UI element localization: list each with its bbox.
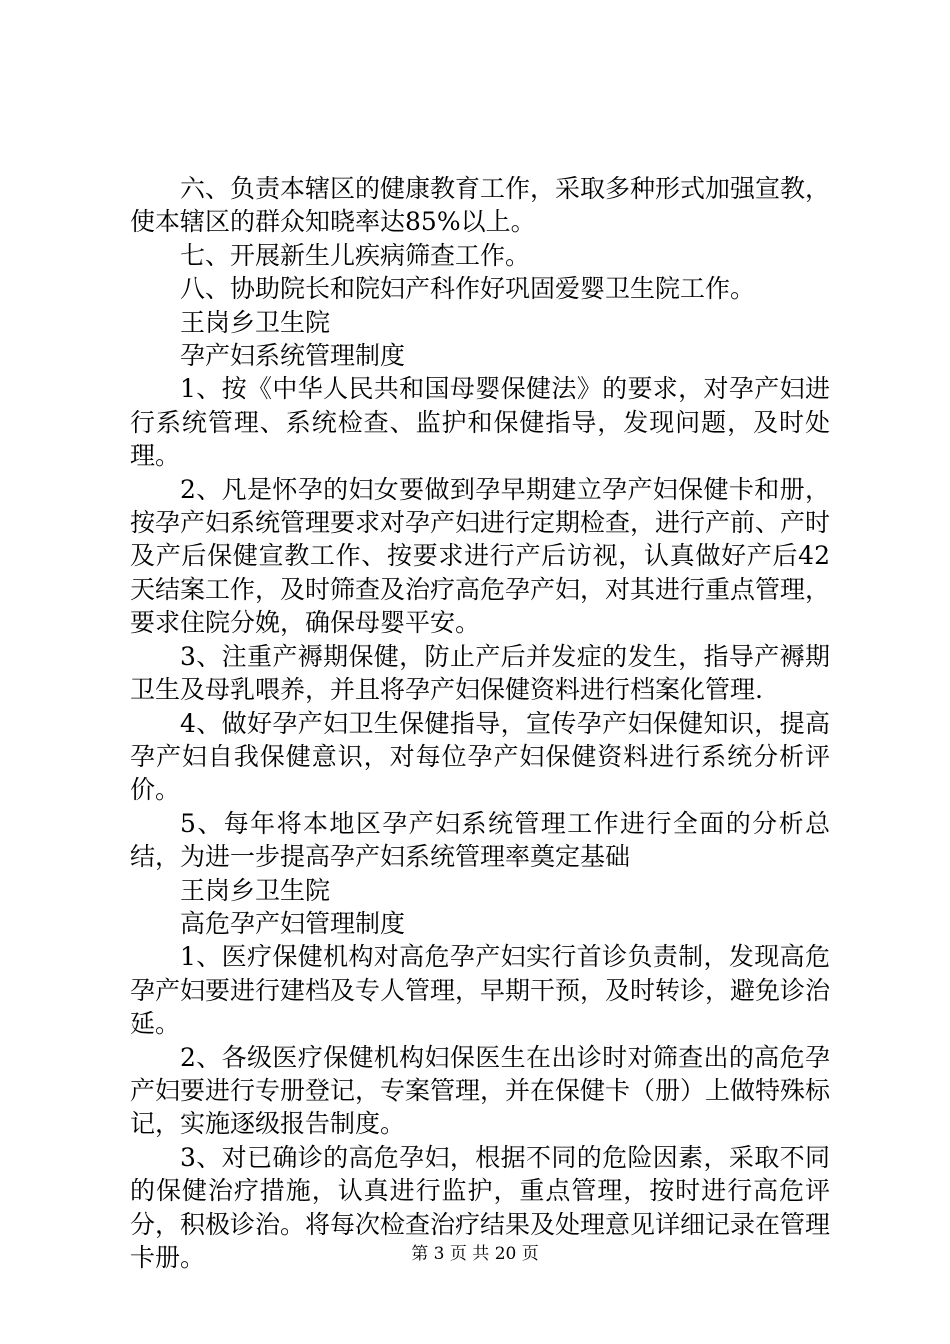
organization-name: 王岗乡卫生院 xyxy=(180,875,331,905)
high-risk-rule-item-2: 2、各级医疗保健机构妇保医生在出诊时对筛查出的高危孕产妇要进行专册登记，专案管理，并在保健卡（册）上做特殊标记，实施逐级报告制度。 xyxy=(130,1042,831,1139)
organization-name: 王岗乡卫生院 xyxy=(180,307,331,337)
section-title-maternal-management: 孕产妇系统管理制度 xyxy=(180,341,406,371)
rule-item-3: 3、注重产褥期保健，防止产后并发症的发生，指导产褥期卫生及母乳喂养，并且将孕产妇保健资料进行档案化管理. xyxy=(130,641,830,705)
section-title-high-risk-management: 高危孕产妇管理制度 xyxy=(180,908,406,938)
rule-item-4: 4、做好孕产妇卫生保健指导，宣传孕产妇保健知识，提高孕产妇自我保健意识，对每位孕产妇保健资料进行系统分析评价。 xyxy=(130,708,830,805)
page-number-footer: 第 3 页 共 20 页 xyxy=(411,1244,539,1264)
rule-item-2: 2、凡是怀孕的妇女要做到孕早期建立孕产妇保健卡和册，按孕产妇系统管理要求对孕产妇进行定期检查，进行产前、产时及产后保健宣教工作、按要求进行产后访视，认真做好产后42天结案工作，及时筛查及治疗高危孕产妇，对其进行重点管理，要求住院分娩，确保母婴平安。 xyxy=(130,474,831,638)
document-body xyxy=(130,172,830,1274)
high-risk-rule-item-3: 3、对已确诊的高危孕妇，根据不同的危险因素，采取不同的保健治疗措施，认真进行监护，重点管理，按时进行高危评分，积极诊治。将每次检查治疗结果及处理意见详细记录在管理卡册。 xyxy=(130,1142,831,1272)
high-risk-rule-item-1: 1、医疗保健机构对高危孕产妇实行首诊负责制，发现高危孕产妇要进行建档及专人管理，早期干预，及时转诊，避免诊治延。 xyxy=(130,942,831,1039)
rule-item-5: 5、每年将本地区孕产妇系统管理工作进行全面的分析总结，为进一步提高孕产妇系统管理率奠定基础 xyxy=(130,808,830,872)
paragraph-item-8: 八、协助院长和院妇产科作好巩固爱婴卫生院工作。 xyxy=(180,274,756,304)
rule-item-1: 1、按《中华人民共和国母婴保健法》的要求，对孕产妇进行系统管理、系统检查、监护和保健指导，发现问题，及时处理。 xyxy=(130,374,830,471)
paragraph-item-7: 七、开展新生儿疾病筛查工作。 xyxy=(180,240,531,270)
paragraph-item-6: 六、负责本辖区的健康教育工作，采取多种形式加强宣教，使本辖区的群众知晓率达85%以上。 xyxy=(130,174,831,237)
